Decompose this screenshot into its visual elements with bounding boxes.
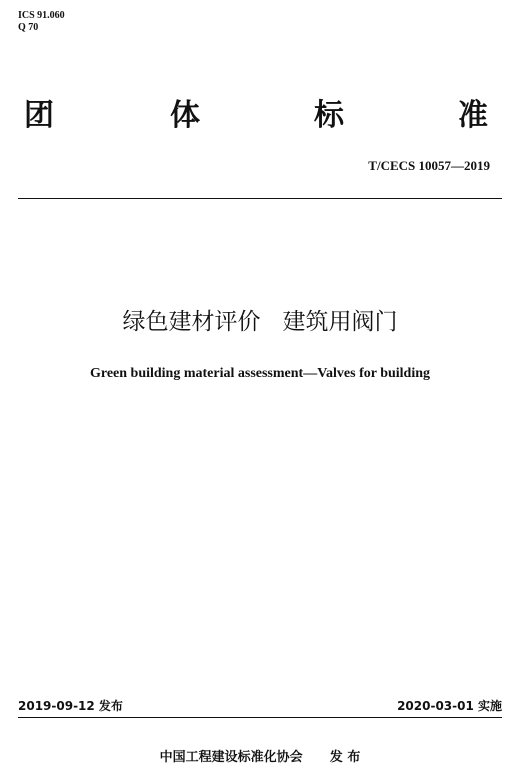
standard-number: T/CECS 10057—2019 <box>368 158 490 173</box>
top-divider <box>18 198 502 199</box>
bottom-divider <box>18 717 502 718</box>
ics-code: ICS 91.060 <box>18 10 65 21</box>
issue-date: 2019-09-12 发布 <box>18 699 123 713</box>
classification-codes <box>18 10 65 34</box>
ccs-code: Q 70 <box>18 22 39 33</box>
standard-type-char-2: 体 <box>170 98 200 133</box>
english-title: Green building material assessment—Valves for building <box>89 366 431 381</box>
implementation-date: 2020-03-01 实施 <box>397 699 502 713</box>
standard-type-char-4: 准 <box>458 98 488 133</box>
chinese-title: 绿色建材评价 建筑用阀门 <box>122 309 398 335</box>
publisher: 中国工程建设标准化协会 发 布 <box>159 750 361 765</box>
standard-type-char-1: 团 <box>24 98 54 133</box>
standard-type-char-3: 标 <box>314 98 344 133</box>
